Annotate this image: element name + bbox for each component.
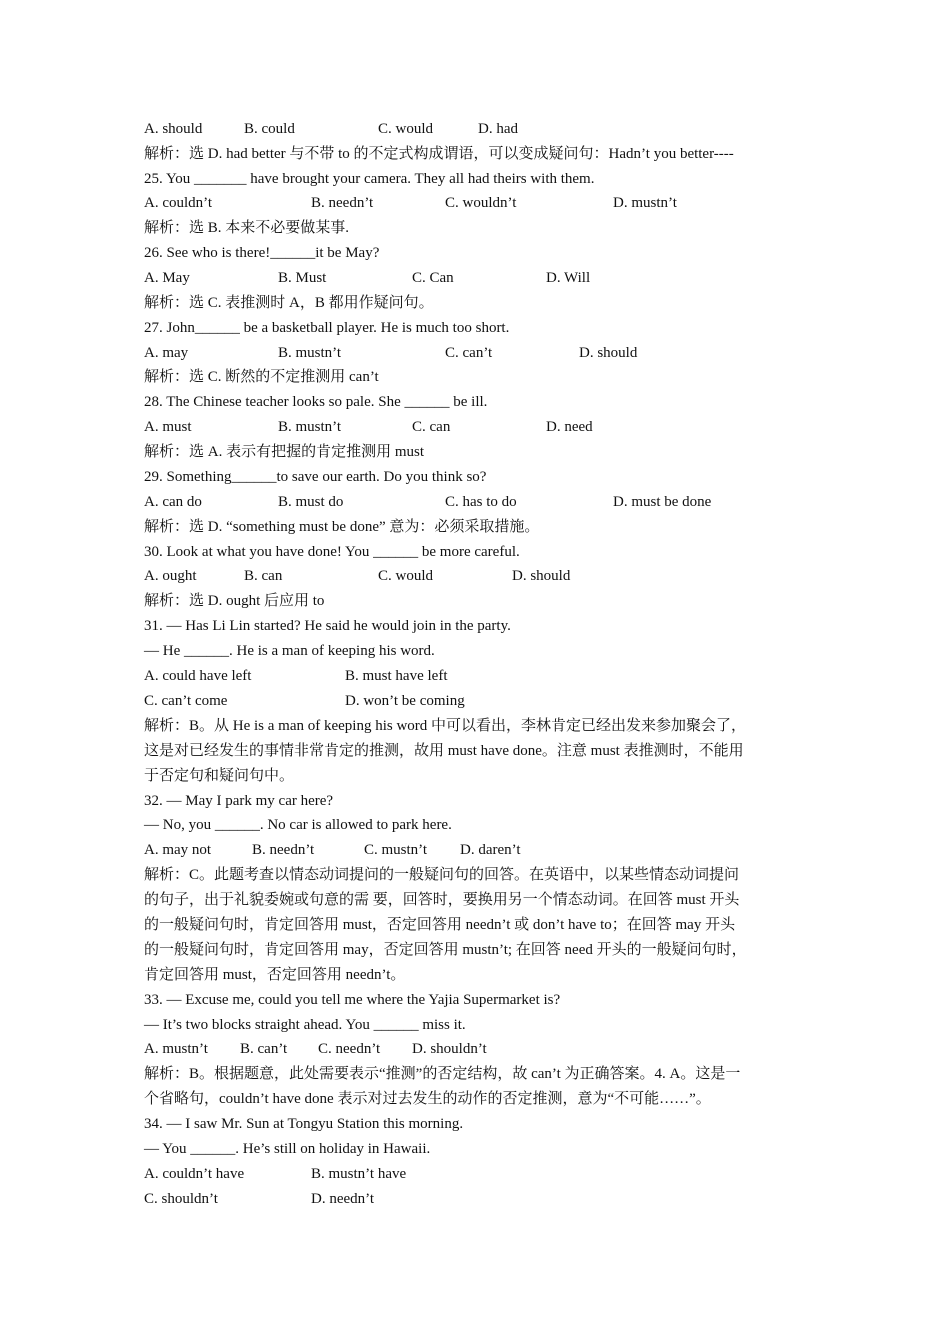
- q34-stem-line1: 34. — I saw Mr. Sun at Tongyu Station this morning.: [144, 1116, 464, 1132]
- q25-option-b: B. needn’t: [311, 195, 374, 211]
- q28-explanation: 解析：选 A. 表示有把握的肯定推测用 must: [144, 444, 425, 460]
- q27-option-b: B. mustn’t: [278, 345, 342, 361]
- q25-stem: 25. You _______ have brought your camera. They all had theirs with them.: [144, 171, 595, 187]
- q28-option-a: A. must: [144, 419, 192, 435]
- q32-option-a: A. may not: [144, 842, 212, 858]
- q28-option-d: D. need: [546, 419, 593, 435]
- q28-option-b: B. mustn’t: [278, 419, 342, 435]
- q32-stem-line1: 32. — May I park my car here?: [144, 793, 334, 809]
- q25-option-a: A. couldn’t: [144, 195, 213, 211]
- q24-option-d: D. had: [478, 121, 518, 137]
- q25-explanation: 解析：选 B. 本来不必要做某事.: [144, 220, 350, 236]
- q33-stem-line2: — It’s two blocks straight ahead. You ______ miss it.: [144, 1017, 466, 1033]
- q26-option-a: A. May: [144, 270, 190, 286]
- q31-option-d: D. won’t be coming: [345, 693, 465, 709]
- q27-stem: 27. John______ be a basketball player. He is much too short.: [144, 320, 510, 336]
- q33-option-a: A. mustn’t: [144, 1041, 208, 1057]
- q32-option-c: C. mustn’t: [364, 842, 428, 858]
- q30-option-c: C. would: [378, 568, 434, 584]
- q26-option-d: D. Will: [546, 270, 591, 286]
- q24-explanation: 解析：选 D. had better 与不带 to 的不定式构成谓语，可以变成疑问句：Hadn’t you better----: [144, 146, 734, 162]
- q29-option-d: D. must be done: [613, 494, 712, 510]
- q32-explanation-line2: 的句子，出于礼貌委婉或句意的需 要，回答时，要换用另一个情态动词。在回答 must 开头: [144, 892, 740, 908]
- q31-stem-line1: 31. — Has Li Lin started? He said he would join in the party.: [144, 618, 511, 634]
- q24-option-a: A. should: [144, 121, 203, 137]
- q26-option-b: B. Must: [278, 270, 327, 286]
- q25-option-d: D. mustn’t: [613, 195, 677, 211]
- q34-option-a: A. couldn’t have: [144, 1166, 245, 1182]
- q29-option-a: A. can do: [144, 494, 202, 510]
- q26-stem: 26. See who is there!______it be May?: [144, 245, 380, 261]
- q25-option-c: C. wouldn’t: [445, 195, 517, 211]
- q24-option-b: B. could: [244, 121, 295, 137]
- q34-stem-line2: — You ______. He’s still on holiday in Hawaii.: [144, 1141, 431, 1157]
- q31-option-c: C. can’t come: [144, 693, 228, 709]
- q34-option-b: B. mustn’t have: [311, 1166, 407, 1182]
- q28-option-c: C. can: [412, 419, 451, 435]
- q27-option-a: A. may: [144, 345, 189, 361]
- q27-option-d: D. should: [579, 345, 638, 361]
- q30-explanation: 解析：选 D. ought 后应用 to: [144, 593, 325, 609]
- q31-explanation-line2: 这是对已经发生的事情非常肯定的推测，故用 must have done。注意 must 表推测时，不能用: [144, 743, 744, 759]
- q32-option-d: D. daren’t: [460, 842, 521, 858]
- q26-explanation: 解析：选 C. 表推测时 A，B 都用作疑问句。: [144, 295, 434, 311]
- q32-explanation-line3: 的一般疑问句时，肯定回答用 must，否定回答用 needn’t 或 don’t have to；在回答 may 开头: [144, 917, 736, 933]
- q28-stem: 28. The Chinese teacher looks so pale. She ______ be ill.: [144, 394, 488, 410]
- q29-option-b: B. must do: [278, 494, 344, 510]
- q32-explanation-line1: 解析：C。此题考查以情态动词提问的一般疑问句的回答。在英语中，以某些情态动词提问: [144, 867, 740, 883]
- q32-option-b: B. needn’t: [252, 842, 315, 858]
- q33-option-b: B. can’t: [240, 1041, 288, 1057]
- q26-option-c: C. Can: [412, 270, 454, 286]
- q27-option-c: C. can’t: [445, 345, 493, 361]
- q30-option-b: B. can: [244, 568, 283, 584]
- q29-stem: 29. Something______to save our earth. Do you think so?: [144, 469, 487, 485]
- q33-option-d: D. shouldn’t: [412, 1041, 487, 1057]
- q32-stem-line2: — No, you ______. No car is allowed to park here.: [144, 817, 452, 833]
- q32-explanation-line5: 肯定回答用 must，否定回答用 needn’t。: [144, 967, 406, 983]
- q34-option-d: D. needn’t: [311, 1191, 375, 1207]
- q33-explanation-line1: 解析：B。根据题意，此处需要表示“推测”的否定结构，故 can’t 为正确答案。4. A。这是一: [144, 1066, 741, 1082]
- q24-option-c: C. would: [378, 121, 434, 137]
- q33-stem-line1: 33. — Excuse me, could you tell me where the Yajia Supermarket is?: [144, 992, 561, 1008]
- q31-explanation-line3: 于否定句和疑问句中。: [144, 768, 295, 784]
- q31-option-b: B. must have left: [345, 668, 448, 684]
- q30-option-a: A. ought: [144, 568, 197, 584]
- q33-option-c: C. needn’t: [318, 1041, 381, 1057]
- q27-explanation: 解析：选 C. 断然的不定推测用 can’t: [144, 369, 379, 385]
- q31-explanation-line1: 解析：B。从 He is a man of keeping his word 中可以看出，李林肯定已经出发来参加聚会了，: [144, 718, 747, 734]
- q31-stem-line2: — He ______. He is a man of keeping his word.: [144, 643, 435, 659]
- q30-stem: 30. Look at what you have done! You ______ be more careful.: [144, 544, 520, 560]
- q31-option-a: A. could have left: [144, 668, 252, 684]
- q30-option-d: D. should: [512, 568, 571, 584]
- q29-explanation: 解析：选 D. “something must be done” 意为：必须采取措施。: [144, 519, 540, 535]
- q32-explanation-line4: 的一般疑问句时，肯定回答用 may，否定回答用 mustn’t; 在回答 need 开头的一般疑问句时，: [144, 942, 747, 958]
- q33-explanation-line2: 个省略句，couldn’t have done 表示对过去发生的动作的否定推测，意为“不可能……”。: [144, 1091, 711, 1107]
- q34-option-c: C. shouldn’t: [144, 1191, 218, 1207]
- q29-option-c: C. has to do: [445, 494, 517, 510]
